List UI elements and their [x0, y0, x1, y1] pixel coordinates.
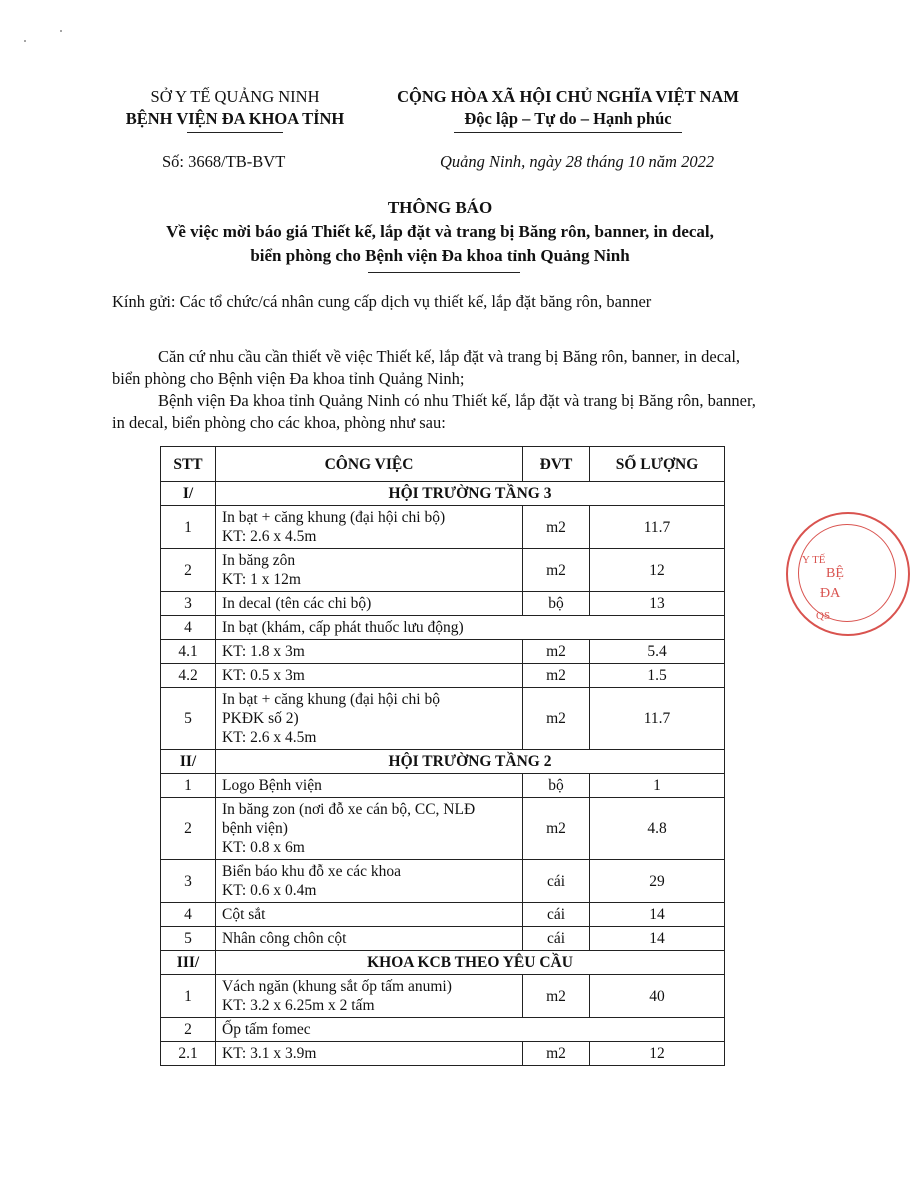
job-line: Biển báo khu đỗ xe các khoa [222, 863, 402, 880]
cell-qty: 5.4 [590, 640, 725, 664]
cell-stt: 4 [161, 616, 216, 640]
recipient: Kính gửi: Các tổ chức/cá nhân cung cấp dịch vụ thiết kế, lắp đặt băng rôn, banner [112, 292, 652, 311]
cell-job: KT: 0.5 x 3m [216, 664, 523, 688]
job-line: bệnh viện) [222, 820, 288, 837]
cell-job [216, 798, 523, 860]
org-underline [187, 132, 283, 133]
table-row [161, 798, 725, 860]
cell-qty: 4.8 [590, 798, 725, 860]
cell-unit: cái [523, 860, 590, 903]
cell-job [216, 549, 523, 592]
cell-stt: 2 [161, 798, 216, 860]
cell-qty: 1 [590, 774, 725, 798]
cell-stt: 5 [161, 927, 216, 951]
cell-qty: 12 [590, 1042, 725, 1066]
cell-job: Logo Bệnh viện [216, 774, 523, 798]
job-line: KT: 0.6 x 0.4m [222, 882, 317, 899]
motto-underline [454, 132, 682, 133]
cell-job: Nhân công chôn cột [216, 927, 523, 951]
country-name: CỘNG HÒA XÃ HỘI CHỦ NGHĨA VIỆT NAM [397, 87, 739, 106]
cell-job: KT: 1.8 x 3m [216, 640, 523, 664]
job-line: KT: 3.2 x 6.25m x 2 tấm [222, 997, 375, 1014]
cell-unit: cái [523, 927, 590, 951]
table-row [161, 927, 725, 951]
cell-stt: 3 [161, 860, 216, 903]
cell-unit: m2 [523, 688, 590, 750]
cell-unit: m2 [523, 506, 590, 549]
stamp-text: ĐA [820, 586, 841, 601]
cell-qty: 29 [590, 860, 725, 903]
paragraph-basis: Căn cứ nhu cầu cần thiết về việc Thiết kế, lắp đặt và trang bị Băng rôn, banner, in decal, biển phòng cho Bệnh viện Đa khoa tỉnh Quảng Ninh; [112, 347, 741, 388]
cell-unit: m2 [523, 975, 590, 1018]
table-row [161, 592, 725, 616]
cell-stt: 1 [161, 975, 216, 1018]
scan-speck [60, 30, 62, 32]
table-row [161, 774, 725, 798]
table-row [161, 1042, 725, 1066]
cell-stt: 4.1 [161, 640, 216, 664]
section-title: HỘI TRƯỜNG TẦNG 3 [216, 482, 725, 506]
title-underline [368, 272, 520, 273]
cell-stt: 1 [161, 506, 216, 549]
table-row [161, 664, 725, 688]
cell-stt: 2 [161, 549, 216, 592]
section-stt: II/ [161, 750, 216, 774]
cell-qty: 13 [590, 592, 725, 616]
header-stt: STT [161, 447, 216, 482]
header-job: CÔNG VIỆC [216, 447, 523, 482]
cell-stt: 1 [161, 774, 216, 798]
table-row [161, 860, 725, 903]
job-line: In bạt + căng khung (đại hội chi bộ) [222, 509, 446, 526]
cell-qty: 14 [590, 903, 725, 927]
table-row [161, 549, 725, 592]
table-header-row [161, 447, 725, 482]
cell-stt: 5 [161, 688, 216, 750]
cell-unit: m2 [523, 640, 590, 664]
header-unit: ĐVT [523, 447, 590, 482]
table-row [161, 616, 725, 640]
section-row [161, 482, 725, 506]
job-line: KT: 0.8 x 6m [222, 839, 305, 856]
cell-unit: bộ [523, 592, 590, 616]
job-line: KT: 2.6 x 4.5m [222, 729, 317, 746]
job-line: In băng zôn [222, 552, 296, 569]
header-national [368, 86, 768, 133]
header-organization [100, 86, 370, 133]
cell-unit: m2 [523, 1042, 590, 1066]
job-line: In băng zon (nơi đỗ xe cán bộ, CC, NLĐ [222, 801, 476, 818]
table-row [161, 903, 725, 927]
cell-qty: 40 [590, 975, 725, 1018]
cell-job: KT: 3.1 x 3.9m [216, 1042, 523, 1066]
scan-speck [24, 40, 26, 42]
doc-number: Số: 3668/TB-BVT [162, 152, 286, 171]
red-seal-stamp [786, 512, 910, 636]
table-row [161, 640, 725, 664]
table-row [161, 975, 725, 1018]
job-line: Vách ngăn (khung sắt ốp tấm anumi) [222, 978, 452, 995]
section-row [161, 750, 725, 774]
doc-date: Quảng Ninh, ngày 28 tháng 10 năm 2022 [440, 152, 715, 171]
stamp-text: QS [816, 610, 831, 622]
job-line: KT: 1 x 12m [222, 571, 301, 588]
cell-unit: bộ [523, 774, 590, 798]
org-parent: SỞ Y TẾ QUẢNG NINH [150, 87, 320, 106]
stamp-inner-ring [798, 524, 896, 622]
section-stt: I/ [161, 482, 216, 506]
cell-qty: 11.7 [590, 506, 725, 549]
cell-stt: 3 [161, 592, 216, 616]
cell-unit: cái [523, 903, 590, 927]
cell-unit: m2 [523, 549, 590, 592]
cell-qty: 1.5 [590, 664, 725, 688]
cell-unit: m2 [523, 798, 590, 860]
cell-job [216, 506, 523, 549]
org-name: BỆNH VIỆN ĐA KHOA TỈNH [125, 109, 345, 128]
section-row [161, 951, 725, 975]
cell-qty: 12 [590, 549, 725, 592]
cell-stt: 2 [161, 1018, 216, 1042]
header-qty: SỐ LƯỢNG [590, 447, 725, 482]
job-line: In bạt + căng khung (đại hội chi bộ [222, 691, 440, 708]
title-block [60, 196, 820, 273]
section-title: HỘI TRƯỜNG TẦNG 2 [216, 750, 725, 774]
works-table [160, 446, 725, 1066]
table-row [161, 1018, 725, 1042]
cell-job: Ốp tấm fomec [216, 1018, 725, 1042]
section-title: KHOA KCB THEO YÊU CẦU [216, 951, 725, 975]
cell-job: In decal (tên các chi bộ) [216, 592, 523, 616]
stamp-text: BỆ [826, 566, 844, 581]
cell-job [216, 975, 523, 1018]
cell-job [216, 860, 523, 903]
title-line-2: biển phòng cho Bệnh viện Đa khoa tỉnh Quảng Ninh [250, 246, 630, 265]
title-heading: THÔNG BÁO [387, 198, 493, 217]
cell-qty: 11.7 [590, 688, 725, 750]
cell-stt: 4.2 [161, 664, 216, 688]
stamp-text: Y TẾ [802, 554, 826, 566]
table-row [161, 506, 725, 549]
cell-stt: 4 [161, 903, 216, 927]
cell-job: In bạt (khám, cấp phát thuốc lưu động) [216, 616, 725, 640]
cell-job: Cột sắt [216, 903, 523, 927]
paragraph-request: Bệnh viện Đa khoa tỉnh Quảng Ninh có nhu Thiết kế, lắp đặt và trang bị Băng rôn, banner, in decal, biển phòng cho các khoa, phòng như sau: [112, 391, 756, 432]
section-stt: III/ [161, 951, 216, 975]
cell-qty: 14 [590, 927, 725, 951]
cell-stt: 2.1 [161, 1042, 216, 1066]
table-row [161, 688, 725, 750]
cell-unit: m2 [523, 664, 590, 688]
job-line: PKĐK số 2) [222, 710, 299, 727]
job-line: KT: 2.6 x 4.5m [222, 528, 317, 545]
motto: Độc lập – Tự do – Hạnh phúc [464, 109, 672, 128]
title-line-1: Về việc mời báo giá Thiết kế, lắp đặt và trang bị Băng rôn, banner, in decal, [166, 222, 714, 241]
cell-job [216, 688, 523, 750]
